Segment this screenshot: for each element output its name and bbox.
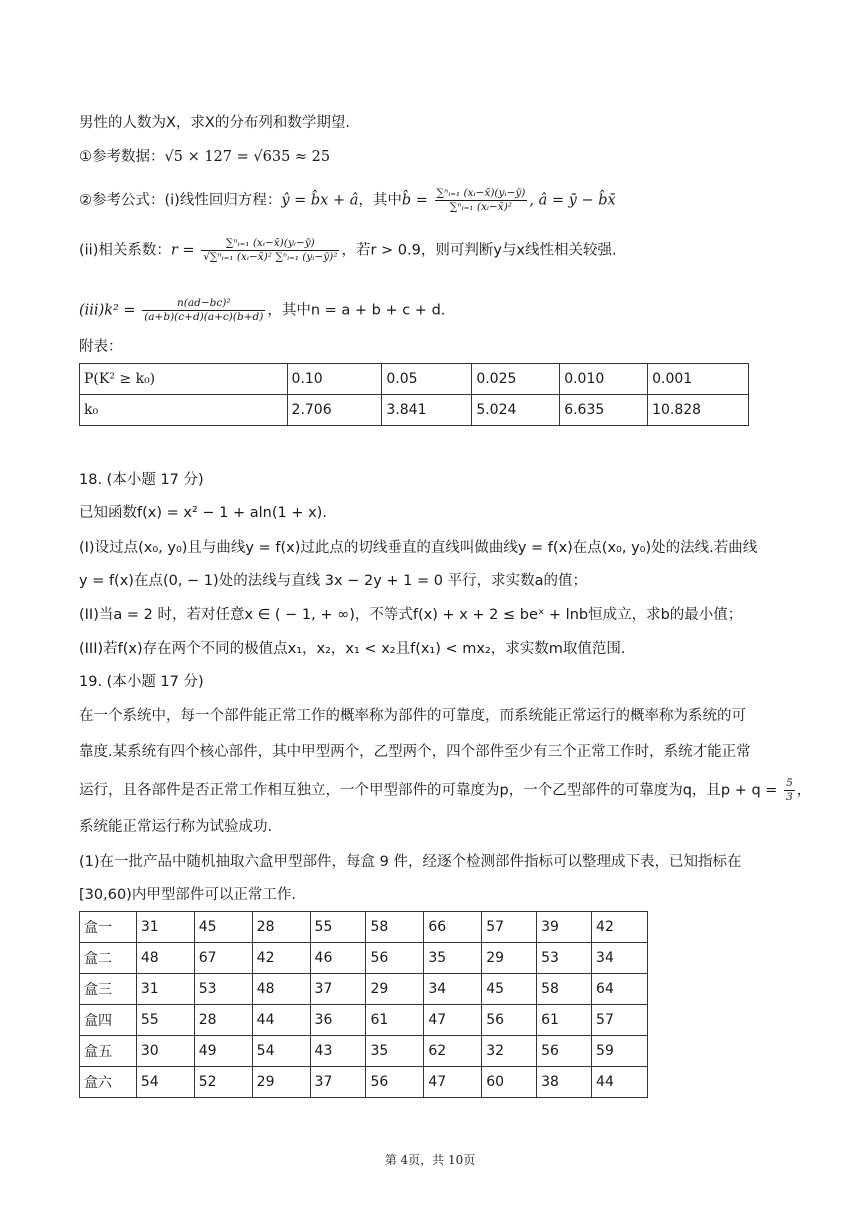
question-19-line5: (1)在一批产品中随机抽取六盒甲型部件，每盒 9 件，经逐个检测部件指标可以整理成下表，已知指标在: [79, 854, 742, 870]
appendix-label: 附表：: [79, 339, 123, 355]
table-row: [80, 1036, 648, 1067]
correlation-label: (ii)相关系数：: [79, 242, 171, 259]
question-18-part1-line1: (I)设过点(x₀, y₀)且与曲线y = f(x)过此点的切线垂直的直线叫做曲线y = f(x)在点(x₀, y₀)处的法线.若曲线: [79, 540, 758, 556]
table-cell: 52: [194, 1067, 252, 1098]
table-row: [80, 1067, 648, 1098]
b-hat-fraction: [435, 187, 528, 214]
table-cell: 61: [537, 1005, 592, 1036]
table-row: [80, 395, 749, 426]
table-cell: 56: [537, 1036, 592, 1067]
table-cell: 盒三: [80, 974, 137, 1005]
b-hat-numerator: ∑ⁿᵢ₌₁ (xᵢ−x̄)(yᵢ−ȳ): [436, 187, 526, 199]
regression-equation: ŷ = b̂x + â: [281, 192, 359, 209]
fraction-denominator: 3: [786, 791, 793, 803]
fraction-numerator: 5: [786, 777, 793, 789]
table-cell: 28: [252, 912, 310, 943]
table-cell: 57: [482, 912, 537, 943]
table-cell: 0.10: [287, 364, 382, 395]
table-cell: 6.635: [560, 395, 648, 426]
r-label: r =: [170, 242, 195, 259]
reference-data-formula: √5 × 127 = √635 ≈ 25: [164, 149, 331, 165]
table-cell: 56: [482, 1005, 537, 1036]
table-cell: 34: [424, 974, 482, 1005]
r-denominator: √∑ⁿᵢ₌₁ (xᵢ−x̄)² ∑ⁿᵢ₌₁ (yᵢ−ȳ)²: [203, 251, 338, 263]
k-squared-numerator: n(ad−bc)²: [142, 297, 265, 311]
question-19-line4: 系统能正常运行称为试验成功.: [79, 819, 273, 835]
table-cell: 43: [310, 1036, 366, 1067]
regression-where: ，其中: [358, 192, 402, 209]
table-cell: 10.828: [648, 395, 749, 426]
table-cell: 32: [482, 1036, 537, 1067]
table-cell: 60: [482, 1067, 537, 1098]
table-cell: 44: [252, 1005, 310, 1036]
k-squared-label: (iii)k² =: [79, 302, 136, 319]
table-cell: 55: [136, 1005, 194, 1036]
r-numerator: ∑ⁿᵢ₌₁ (xᵢ−x̄)(yᵢ−ȳ): [201, 237, 339, 251]
table-row: [80, 912, 648, 943]
k-squared-formula-line: [79, 297, 445, 324]
table-cell: 53: [194, 974, 252, 1005]
table-cell: 45: [194, 912, 252, 943]
inspection-data-table: [79, 911, 648, 1098]
table-cell: k₀: [80, 395, 288, 426]
regression-formula-line: [79, 187, 616, 214]
table-row: [80, 1005, 648, 1036]
question-19-line1: 在一个系统中，每一个部件能正常工作的概率称为部件的可靠度，而系统能正常运行的概率称为系统的可: [79, 708, 746, 724]
table-cell: 54: [136, 1067, 194, 1098]
table-cell: 30: [136, 1036, 194, 1067]
table-row: [80, 943, 648, 974]
page-footer: 第 4页，共 10页: [384, 1153, 476, 1167]
table-cell: 31: [136, 974, 194, 1005]
table-cell: 66: [424, 912, 482, 943]
table-cell: 42: [252, 943, 310, 974]
table-cell: 37: [310, 1067, 366, 1098]
table-cell: 盒五: [80, 1036, 137, 1067]
p-plus-q-fraction: [784, 777, 795, 804]
table-cell: 48: [252, 974, 310, 1005]
table-cell: 31: [136, 912, 194, 943]
question-18-title: 18. (本小题 17 分): [79, 472, 204, 488]
k-squared-where: ，其中n = a + b + c + d.: [267, 302, 446, 319]
table-cell: 45: [482, 974, 537, 1005]
question-19-line3: [79, 777, 811, 804]
question-18-part2: (II)当a = 2 时，若对任意x ∈ ( − 1, + ∞)，不等式f(x) + x + 2 ≤ beˣ + lnb恒成立，求b的最小值；: [79, 607, 743, 623]
table-cell: 59: [592, 1036, 648, 1067]
table-cell: 62: [424, 1036, 482, 1067]
table-cell: 53: [537, 943, 592, 974]
reference-data-line: [79, 147, 330, 167]
table-cell: 48: [136, 943, 194, 974]
table-cell: 3.841: [382, 395, 472, 426]
question-19-line6: [30,60)内甲型部件可以正常工作.: [79, 887, 296, 903]
critical-value-table: [79, 363, 749, 426]
table-row: [80, 974, 648, 1005]
table-cell: 58: [366, 912, 424, 943]
table-cell: 58: [537, 974, 592, 1005]
table-cell: 38: [537, 1067, 592, 1098]
table-cell: 56: [366, 1067, 424, 1098]
table-row: [80, 364, 749, 395]
table-cell: 55: [310, 912, 366, 943]
table-cell: 36: [310, 1005, 366, 1036]
table-cell: 0.010: [560, 364, 648, 395]
b-hat-label: b̂ =: [401, 192, 428, 209]
question-19-line2: 靠度.某系统有四个核心部件，其中甲型两个，乙型两个，四个部件至少有三个正常工作时，系统才能正常: [79, 744, 751, 760]
table-cell: 29: [252, 1067, 310, 1098]
regression-label: ②参考公式：(i)线性回归方程：: [79, 192, 282, 209]
table-cell: 盒二: [80, 943, 137, 974]
table-cell: 盒一: [80, 912, 137, 943]
table-cell: 盒四: [80, 1005, 137, 1036]
table-cell: 44: [592, 1067, 648, 1098]
b-hat-denominator: ∑ⁿᵢ₌₁ (xᵢ−x̄)²: [449, 201, 513, 213]
question-18-part1-line2: y = f(x)在点(0, − 1)处的法线与直线 3x − 2y + 1 = 0 平行，求实数a的值；: [79, 573, 587, 589]
k-squared-denominator: (a+b)(c+d)(a+c)(b+d): [144, 311, 264, 323]
table-cell: 0.05: [382, 364, 472, 395]
table-cell: P(K² ≥ k₀): [80, 364, 288, 395]
table-cell: 56: [366, 943, 424, 974]
table-cell: 67: [194, 943, 252, 974]
table-cell: 0.001: [648, 364, 749, 395]
table-cell: 57: [592, 1005, 648, 1036]
correlation-formula-line: [79, 237, 617, 264]
table-cell: 35: [424, 943, 482, 974]
question-19-line3-comma: ，: [796, 782, 812, 799]
table-cell: 35: [366, 1036, 424, 1067]
table-cell: 37: [310, 974, 366, 1005]
table-cell: 28: [194, 1005, 252, 1036]
table-cell: 64: [592, 974, 648, 1005]
table-cell: 盒六: [80, 1067, 137, 1098]
table-cell: 34: [592, 943, 648, 974]
question-19-title: 19. (本小题 17 分): [79, 674, 204, 690]
r-fraction: [201, 237, 339, 264]
table-cell: 46: [310, 943, 366, 974]
correlation-condition: ，若r > 0.9，则可判断y与x线性相关较强.: [341, 242, 617, 259]
table-cell: 5.024: [472, 395, 560, 426]
a-hat-formula: , â = ȳ − b̂x̄: [529, 192, 616, 209]
table-cell: 2.706: [287, 395, 382, 426]
text-line-x-distribution: 男性的人数为X，求X的分布列和数学期望.: [79, 115, 350, 131]
table-cell: 47: [424, 1005, 482, 1036]
table-cell: 0.025: [472, 364, 560, 395]
table-cell: 29: [482, 943, 537, 974]
table-cell: 49: [194, 1036, 252, 1067]
k-squared-fraction: [142, 297, 265, 324]
table-cell: 47: [424, 1067, 482, 1098]
table-cell: 42: [592, 912, 648, 943]
question-18-stem: 已知函数f(x) = x² − 1 + aln(1 + x).: [79, 505, 327, 521]
table-cell: 39: [537, 912, 592, 943]
question-18-part3: (III)若f(x)存在两个不同的极值点x₁，x₂，x₁ < x₂且f(x₁) < mx₂，求实数m取值范围.: [79, 641, 626, 657]
table-cell: 61: [366, 1005, 424, 1036]
question-19-line3-text: 运行，且各部件是否正常工作相互独立，一个甲型部件的可靠度为p，一个乙型部件的可靠度为q，且p + q =: [79, 782, 778, 799]
table-cell: 29: [366, 974, 424, 1005]
reference-data-label: ①参考数据：: [79, 149, 165, 165]
table-cell: 54: [252, 1036, 310, 1067]
